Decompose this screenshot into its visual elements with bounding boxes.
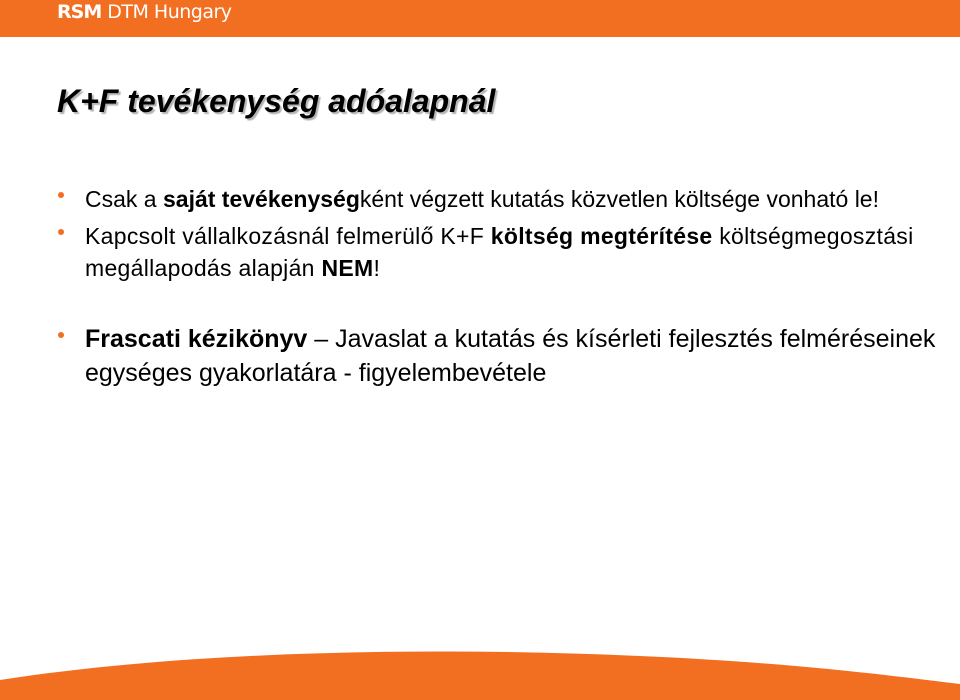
bullet-segment: költségmegosztási megállapodás alapján <box>85 223 914 281</box>
slide-title: K+F tevékenység adóalapnál <box>57 83 496 119</box>
bullet-list <box>56 183 936 390</box>
bullet-segment: ként végzett kutatás közvetlen költsége vonható le! <box>359 186 879 212</box>
bullet-dot-icon <box>58 332 64 338</box>
bullet-segment-bold: költség megtérítése <box>490 223 713 249</box>
footer-swoosh <box>0 640 960 700</box>
bullet-item <box>56 220 936 284</box>
brand-logo-rsm: RSM <box>57 1 102 23</box>
bullet-item <box>56 183 936 215</box>
bullet-segment: ! <box>373 255 381 281</box>
bullet-segment-bold: Frascati kézikönyv <box>85 325 308 353</box>
bullet-segment-bold: saját tevékenység <box>162 186 360 212</box>
bullet-item <box>56 322 936 390</box>
bullet-dot-icon <box>58 192 64 198</box>
bullet-segment: Kapcsolt vállalkozásnál felmerülő K+F <box>85 223 491 249</box>
brand-logo <box>57 0 232 24</box>
brand-logo-name: DTM Hungary <box>107 1 232 23</box>
bullet-text <box>85 325 935 387</box>
bullet-segment-bold: NEM <box>321 255 374 281</box>
bullet-segment: – Javaslat a kutatás és kísérleti fejlesztés felméréseinek egységes gyakorlatára - figyelembevétele <box>85 325 936 387</box>
bullet-segment: Csak a <box>85 186 163 212</box>
bullet-text <box>85 223 914 281</box>
header-bar <box>0 0 960 37</box>
bullet-dot-icon <box>58 229 64 235</box>
bullet-text <box>85 186 879 212</box>
